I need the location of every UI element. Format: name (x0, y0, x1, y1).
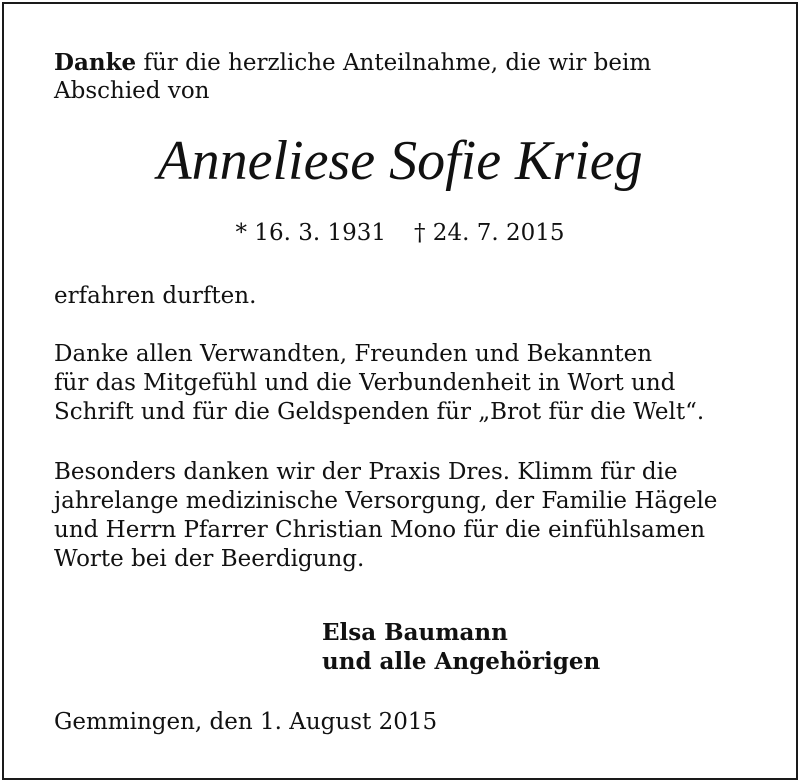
deceased-name: Anneliese Sofie Krieg (157, 130, 643, 192)
signature-name: Elsa Baumann (322, 619, 508, 646)
paragraph-1-line-3: Schrift und für die Geldspenden für „Brot für die Welt“. (54, 399, 705, 425)
life-dates (4, 219, 796, 248)
paragraph-2-line-4: Worte bei der Beerdigung. (54, 546, 365, 572)
obituary-thank-you-notice (2, 2, 798, 780)
birth-date: * 16. 3. 1931 (235, 220, 386, 246)
paragraph-1-line-1: Danke allen Verwandten, Freunden und Bekannten (54, 341, 653, 367)
place-and-date: Gemmingen, den 1. August 2015 (54, 709, 438, 735)
signature-family: und alle Angehörigen (322, 648, 601, 675)
intro-rest: für die herzliche Anteilnahme, die wir beim (136, 50, 652, 76)
intro-lead: Danke (54, 49, 137, 76)
paragraph-2-line-2: jahrelange medizinische Versorgung, der Familie Hägele (54, 488, 718, 514)
paragraph-1-line-2: für das Mitgefühl und die Verbundenheit in Wort und (54, 370, 676, 396)
after-name-text: erfahren durften. (54, 283, 257, 309)
intro-line-1 (54, 48, 651, 78)
paragraph-2-line-3: und Herrn Pfarrer Christian Mono für die einfühlsamen (54, 517, 706, 543)
intro-line-2: Abschied von (54, 78, 210, 104)
death-date: † 24. 7. 2015 (414, 220, 565, 246)
paragraph-2-line-1: Besonders danken wir der Praxis Dres. Klimm für die (54, 459, 678, 485)
